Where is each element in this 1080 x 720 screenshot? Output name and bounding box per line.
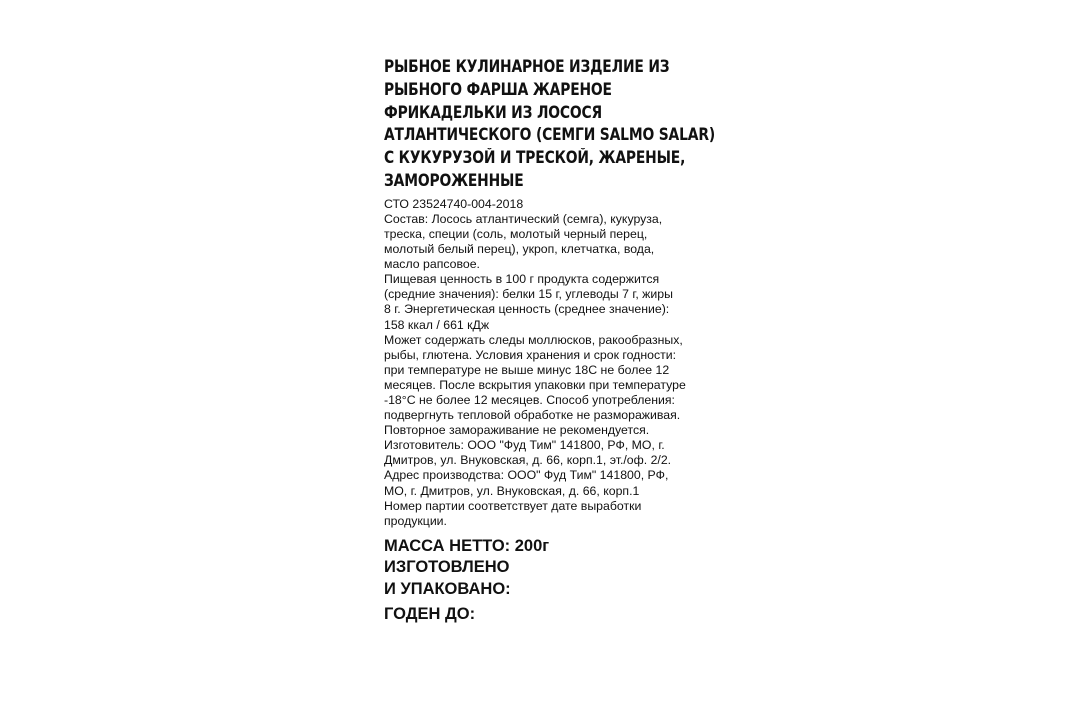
production-address-line: МО, г. Дмитров, ул. Внуковская, д. 66, корп.1 (384, 483, 640, 498)
allergens-storage-line: Повторное замораживание не рекомендуется. (384, 423, 650, 438)
title-line: ФРИКАДЕЛЬКИ ИЗ ЛОСОСЯ (384, 102, 603, 122)
allergens-storage-line: месяцев. После вскрытия упаковки при температуре (384, 377, 686, 392)
label-footer (384, 536, 696, 626)
product-description (384, 197, 696, 529)
composition-line: молотый белый перец), укроп, клетчатка, вода, (384, 242, 655, 257)
product-title (384, 56, 715, 193)
batch-number-line: продукции. (384, 513, 447, 528)
allergens-storage-line: Может содержать следы моллюсков, ракообразных, (384, 332, 683, 347)
net-weight: МАССА НЕТТО: 200г (384, 536, 550, 555)
title-line: АТЛАНТИЧЕСКОГО (СЕМГИ SALMO SALAR) (384, 125, 715, 145)
composition-line: масло рапсовое. (384, 257, 480, 272)
allergens-storage-line: -18°С не более 12 месяцев. Способ употребления: (384, 393, 675, 407)
nutrition-line: 158 ккал / 661 кДж (384, 317, 490, 332)
manufactured-label: ИЗГОТОВЛЕНО (384, 558, 510, 577)
manufacturer-line: Дмитров, ул. Внуковская, д. 66, корп.1, эт./оф. 2/2. (384, 453, 672, 468)
best-before-label: ГОДЕН ДО: (384, 605, 476, 624)
title-line: РЫБНОЕ КУЛИНАРНОЕ ИЗДЕЛИЕ ИЗ (384, 57, 670, 76)
packed-label: И УПАКОВАНО: (384, 579, 511, 598)
nutrition-line: 8 г. Энергетическая ценность (среднее значение): (384, 302, 670, 317)
manufacturer-line: Изготовитель: ООО "Фуд Тим" 141800, РФ, МО, г. (384, 438, 665, 453)
composition-line: треска, специи (соль, молотый черный перец, (384, 226, 648, 241)
title-line: ЗАМОРОЖЕННЫЕ (384, 170, 524, 190)
product-label (384, 56, 715, 626)
production-address-line: Адрес производства: ООО" Фуд Тим" 141800, РФ, (384, 468, 669, 483)
allergens-storage-line: рыбы, глютена. Условия хранения и срок годности: (384, 347, 677, 362)
title-line: С КУКУРУЗОЙ И ТРЕСКОЙ, ЖАРЕНЫЕ, (384, 148, 686, 168)
composition-line: Состав: Лосось атлантический (семга), кукуруза, (384, 211, 663, 226)
nutrition-line: (средние значения): белки 15 г, углеводы 7 г, жиры (384, 287, 673, 302)
nutrition-line: Пищевая ценность в 100 г продукта содержится (384, 272, 660, 287)
allergens-storage-line: при температуре не выше минус 18С не более 12 (384, 362, 670, 377)
title-line: РЫБНОГО ФАРША ЖАРЕНОЕ (384, 79, 612, 99)
allergens-storage-line: подвергнуть тепловой обработке не размораживая. (384, 408, 681, 423)
standard-code: СТО 23524740-004-2018 (384, 196, 524, 211)
batch-number-line: Номер партии соответствует дате выработки (384, 498, 642, 513)
